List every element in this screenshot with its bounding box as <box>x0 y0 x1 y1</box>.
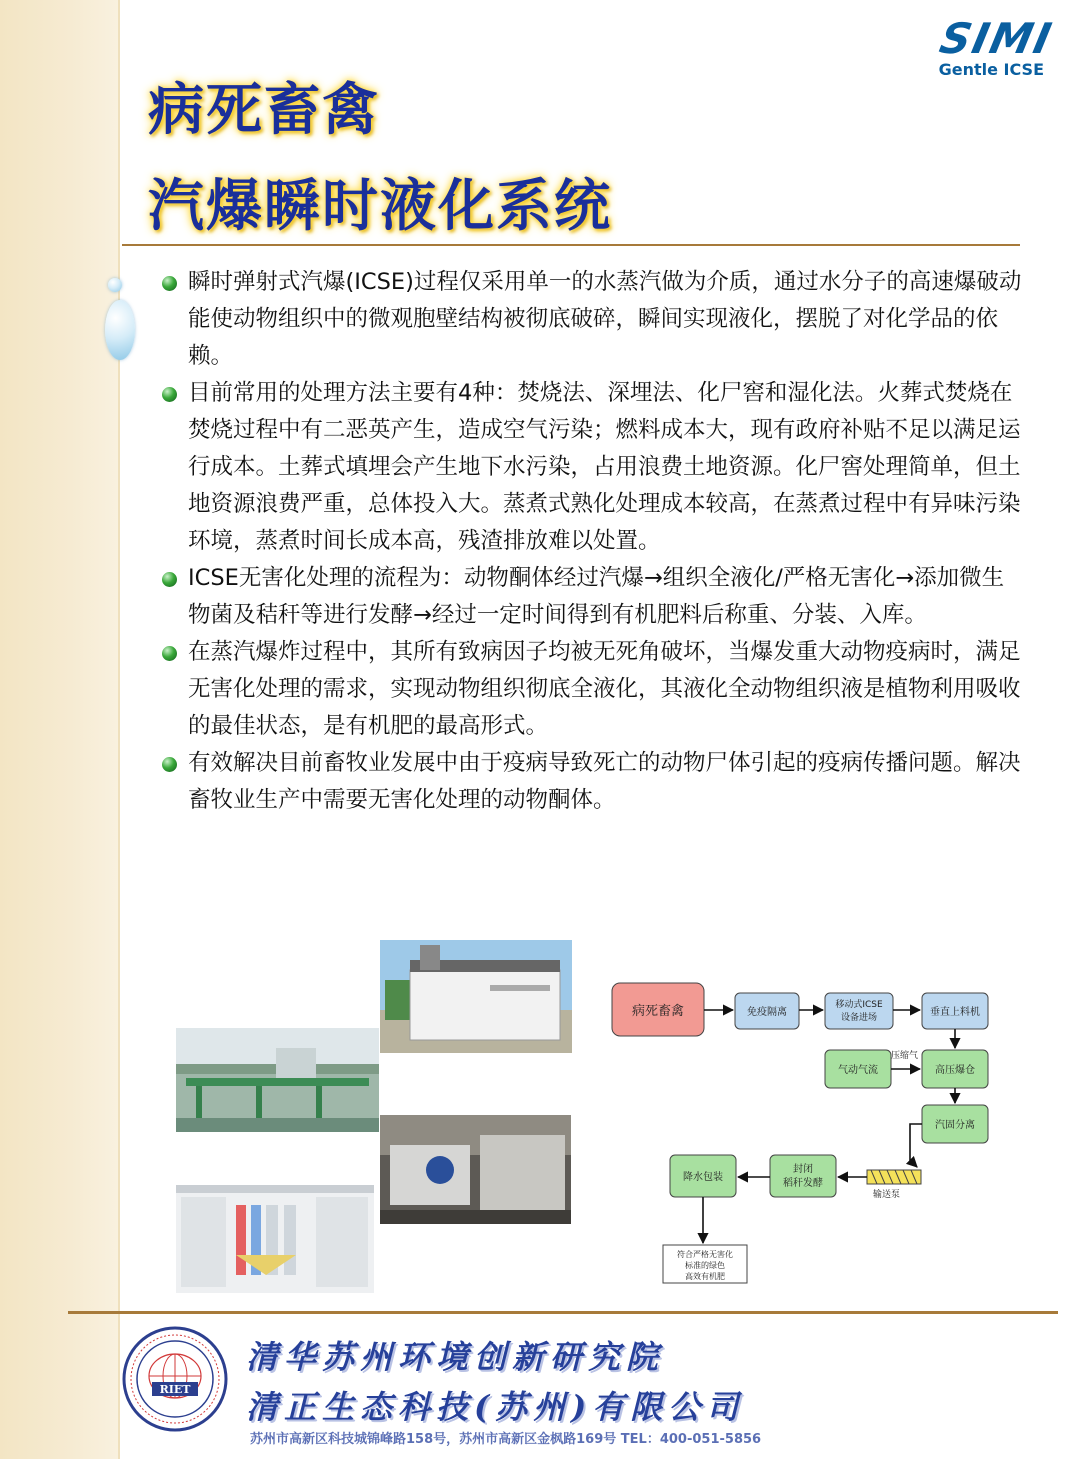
factory-hall-photo <box>176 1028 379 1132</box>
flow-node-fermentation <box>770 1155 836 1197</box>
green-bullet-icon <box>162 646 177 661</box>
flow-node-pressure-vessel-label: 高压爆仓 <box>935 1065 975 1076</box>
bullet-text: 瞬时弹射式汽爆(ICSE)过程仅采用单一的水蒸汽做为介质，通过水分子的高速爆破动能使动物组织中的微观胞壁结构被彻底破碎，瞬间实现液化，摆脱了对化学品的依赖。 <box>188 269 1022 369</box>
green-bullet-icon <box>162 276 177 291</box>
left-band-divider <box>118 0 120 1459</box>
flow-label-compressed-air: 压缩气 <box>891 1051 919 1061</box>
flow-node-end-label-3: 高效有机肥 <box>685 1272 725 1281</box>
simi-logo-tagline: Gentle ICSE <box>938 60 1044 79</box>
bullet-item <box>162 634 1022 745</box>
flow-node-start-label: 病死畜禽 <box>631 1004 685 1019</box>
flow-label-conveyor: 输送泵 <box>873 1190 901 1200</box>
flow-node-fermentation-label-2: 稻秆发酵 <box>783 1178 823 1189</box>
decorative-bubble-large <box>105 300 135 360</box>
bullet-item <box>162 745 1022 819</box>
conveyor-screw-icon <box>867 1170 921 1184</box>
flow-node-end-label-1: 符合严格无害化 <box>677 1250 733 1259</box>
riet-logo-text: RIET <box>159 1383 191 1396</box>
flow-node-mobile-icse-label-2: 设备进场 <box>840 1013 878 1023</box>
page-title-line2: 汽爆瞬时液化系统 <box>148 174 612 239</box>
flow-node-lifter-label: 垂直上料机 <box>930 1007 980 1018</box>
org-name-institute: 清华苏州环境创新研究院 <box>246 1338 665 1376</box>
green-bullet-icon <box>162 757 177 772</box>
flow-node-end-label-2: 标准的绿色 <box>685 1261 725 1270</box>
bullet-text: 在蒸汽爆炸过程中，其所有致病因子均被无死角破坏，当爆发重大动物疫病时，满足无害化处理的需求，实现动物组织彻底全液化，其液化全动物组织液是植物利用吸收的最佳状态，是有机肥的最高形式。 <box>188 639 1021 739</box>
equipment-closeup-photo <box>380 1115 571 1224</box>
riet-seal-logo <box>122 1326 228 1432</box>
bullet-list <box>162 264 1022 819</box>
bullet-text: ICSE无害化处理的流程为：动物酮体经过汽爆→组织全液化/严格无害化→添加微生物菌及秸秆等进行发酵→经过一定时间得到有机肥料后称重、分装、入库。 <box>188 565 1005 628</box>
flow-node-mobile-icse <box>825 993 893 1029</box>
bullet-text: 有效解决目前畜牧业发展中由于疫病导致死亡的动物尸体引起的疫病传播问题。解决畜牧业生产中需要无害化处理的动物酮体。 <box>188 750 1021 813</box>
page-title-line1: 病死畜禽 <box>148 78 380 143</box>
decorative-bubble-small <box>108 278 122 292</box>
flow-node-pneumatic-label: 气动气流 <box>838 1065 878 1076</box>
bullet-item <box>162 375 1022 560</box>
simi-logo-mark: SIMI <box>935 14 1058 63</box>
bullet-item <box>162 560 1022 634</box>
process-flowchart <box>605 975 1015 1290</box>
control-screen-photo <box>176 1185 374 1293</box>
flow-node-separation-label: 汽固分离 <box>935 1120 975 1131</box>
green-bullet-icon <box>162 387 177 402</box>
container-unit-photo <box>380 940 572 1053</box>
left-decorative-band <box>0 0 118 1459</box>
flow-node-fermentation-label-1: 封闭 <box>793 1164 813 1175</box>
flow-node-mobile-icse-label: 移动式ICSE <box>835 1000 883 1010</box>
org-name-company: 清正生态科技(苏州)有限公司 <box>246 1388 745 1426</box>
green-bullet-icon <box>162 572 177 587</box>
flow-node-isolation-label: 免疫隔离 <box>747 1007 787 1018</box>
simi-logo <box>880 14 1058 79</box>
bullet-text: 目前常用的处理方法主要有4种：焚烧法、深埋法、化尸窖和湿化法。火葬式焚烧在焚烧过程中有二恶英产生，造成空气污染；燃料成本大，现有政府补贴不足以满足运行成本。土葬式填埋会产生地下水污染，占用浪费土地资源。化尸窖处理简单，但土地资源浪费严重，总体投入大。蒸煮式熟化处理成本较高，在蒸煮过程中有异味污染环境，蒸煮时间长成本高，残渣排放难以处置。 <box>188 380 1021 554</box>
top-divider <box>122 244 1020 246</box>
flow-node-packaging-label: 降水包装 <box>683 1172 723 1183</box>
footer-address: 苏州市高新区科技城锦峰路158号，苏州市高新区金枫路169号 TEL：400-051-5856 <box>250 1432 762 1447</box>
bottom-divider <box>68 1311 1058 1314</box>
bullet-item <box>162 264 1022 375</box>
